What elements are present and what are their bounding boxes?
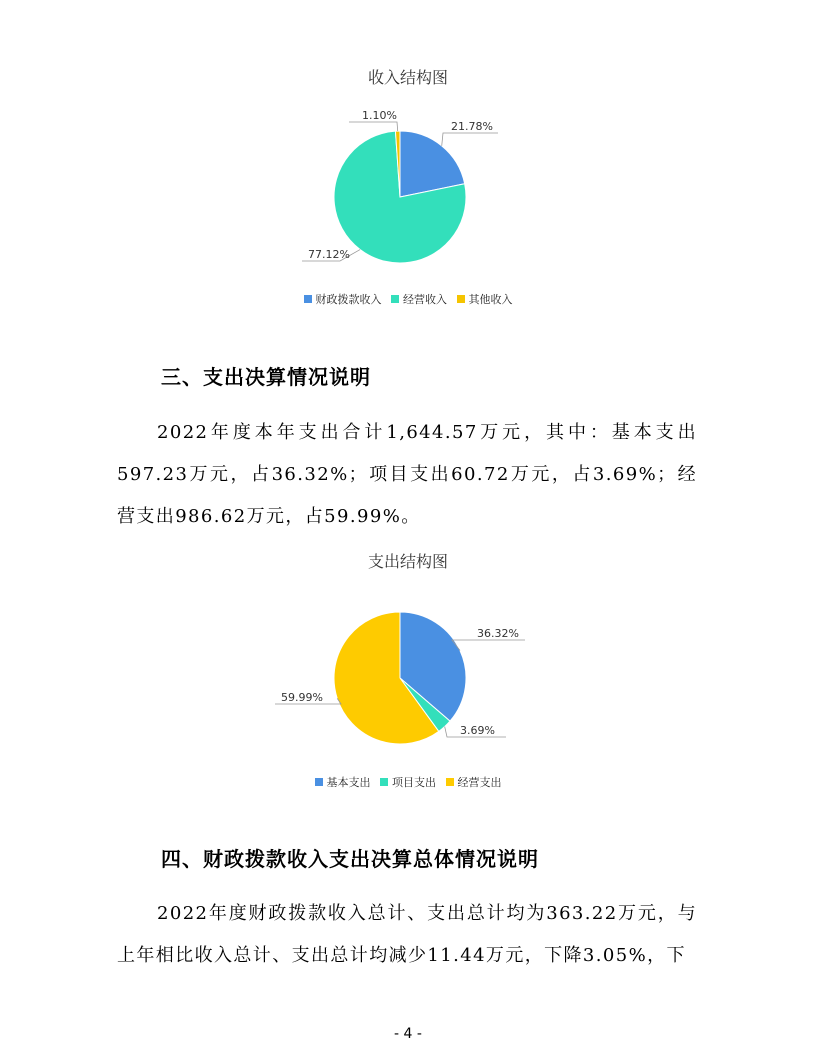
data-label: 1.10% xyxy=(362,109,397,122)
data-label: 77.12% xyxy=(308,248,350,261)
legend-item-project-expense xyxy=(380,774,436,790)
legend-item-other-income xyxy=(457,291,513,307)
legend-swatch xyxy=(391,295,399,303)
expense-legend xyxy=(0,774,816,790)
section4-heading: 四、财政拨款收入支出决算总体情况说明 xyxy=(161,847,539,871)
leader-line xyxy=(452,640,525,651)
data-label: 59.99% xyxy=(281,691,323,704)
page-number: - 4 - xyxy=(394,1026,422,1042)
legend-label: 经营收入 xyxy=(403,293,447,306)
expense-pie xyxy=(0,540,816,800)
data-label: 21.78% xyxy=(451,120,493,133)
legend-swatch xyxy=(457,295,465,303)
income-pie xyxy=(0,56,816,316)
section4-paragraph xyxy=(117,893,697,977)
legend-swatch xyxy=(315,778,323,786)
legend-item-fiscal-income xyxy=(304,291,382,307)
legend-item-operating-expense xyxy=(446,774,502,790)
legend-item-basic-expense xyxy=(315,774,371,790)
section3-paragraph xyxy=(117,412,697,538)
expense-structure-chart xyxy=(0,540,816,800)
leader-line xyxy=(349,122,398,131)
legend-swatch xyxy=(446,778,454,786)
legend-label: 经营支出 xyxy=(457,776,502,789)
expense-chart-title: 支出结构图 xyxy=(367,552,448,571)
legend-label: 基本支出 xyxy=(326,776,371,789)
data-label: 36.32% xyxy=(477,627,519,640)
income-structure-chart xyxy=(0,56,816,316)
section4-text: 2022年度财政拨款收入总计、支出总计均为363.22万元，与上年相比收入总计、支出总计均减少11.44万元，下降3.05%，下 xyxy=(117,903,697,966)
legend-label: 项目支出 xyxy=(392,776,436,789)
legend-item-operating-income xyxy=(391,291,447,307)
income-chart-title: 收入结构图 xyxy=(367,68,448,87)
section3-heading: 三、支出决算情况说明 xyxy=(161,365,371,389)
section3-text: 2022年度本年支出合计1,644.57万元，其中：基本支出597.23万元，占36.32%；项目支出60.72万元，占3.69%；经营支出986.62万元，占59.99%。 xyxy=(117,422,697,527)
data-label: 3.69% xyxy=(460,724,495,737)
legend-label: 财政拨款收入 xyxy=(315,293,382,306)
legend-swatch xyxy=(380,778,388,786)
leader-line xyxy=(442,133,498,146)
legend-label: 其他收入 xyxy=(468,293,513,306)
legend-swatch xyxy=(304,295,312,303)
income-legend xyxy=(0,291,816,307)
